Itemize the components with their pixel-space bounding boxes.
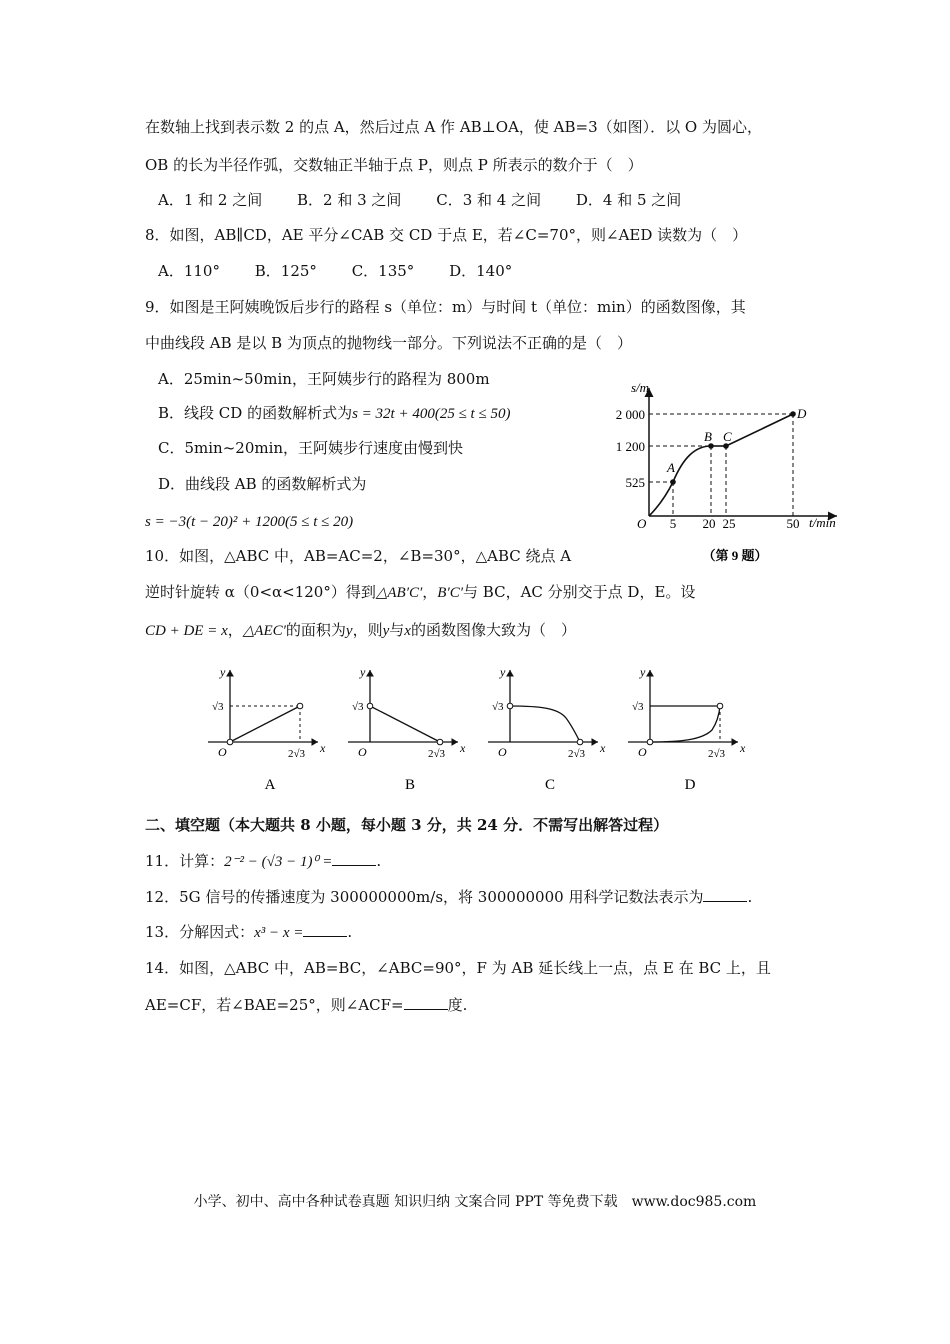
q9-origin: O xyxy=(637,516,647,531)
q8-option-c: C．135° xyxy=(351,262,415,280)
q10-graph-b-label: B xyxy=(404,777,416,793)
q14-text-line1: 14．如图，△ABC 中，AB=BC，∠ABC=90°，F 为 AB 延长线上一点，点 E 在 BC 上，且 xyxy=(145,959,771,977)
q9-option-b-text: B．线段 CD 的函数解析式为 xyxy=(158,404,353,422)
q10-line3-text-d: 的函数图像大致为（ ） xyxy=(410,621,576,639)
q14-line2-text-a: AE=CF，若∠BAE=25°，则∠ACF= xyxy=(145,996,404,1014)
q9-ylabel: s/m xyxy=(631,380,650,395)
q8-options xyxy=(158,261,512,281)
q9-xtick-25: 25 xyxy=(722,516,736,531)
q8-option-a: A．110° xyxy=(158,262,220,280)
svg-text:y: y xyxy=(220,665,226,679)
q7-options xyxy=(158,190,681,210)
q9-xtick-20: 20 xyxy=(702,516,716,531)
q9-graph xyxy=(615,378,860,568)
q10-var-x: x xyxy=(404,623,411,639)
q14-text-line2 xyxy=(145,995,467,1015)
q7-option-a: A．1 和 2 之间 xyxy=(158,191,263,209)
q9-label-d: D xyxy=(797,406,807,421)
q9-ytick-525: 525 xyxy=(625,475,645,490)
q10-formula-x: CD + DE = x xyxy=(145,623,228,639)
q13-answer-blank[interactable] xyxy=(303,922,347,937)
q10-graph-a-label: A xyxy=(264,777,276,793)
q10-line2-text-a: 逆时针旋转 α（0<α<120°）得到 xyxy=(145,583,376,601)
q11-suffix: . xyxy=(376,852,382,870)
q12-answer-blank[interactable] xyxy=(703,887,747,902)
q10-line3-text-a: 的面积为 xyxy=(285,621,346,639)
svg-text:O: O xyxy=(498,745,507,759)
q8-option-d: D．140° xyxy=(449,262,513,280)
q9-ytick-2000: 2 000 xyxy=(615,407,645,422)
q7-text-line1: 在数轴上找到表示数 2 的点 A，然后过点 A 作 AB⊥OA，使 AB=3（如图）．以 O 为圆心， xyxy=(145,118,762,136)
q7-option-b: B．2 和 3 之间 xyxy=(297,191,402,209)
q10-segment-bc: B′C′ xyxy=(437,585,464,601)
q9-label-a: A xyxy=(667,460,675,475)
q9-label-c: C xyxy=(723,429,732,444)
q10-graph-c-label: C xyxy=(544,777,556,793)
section2-title: 二、填空题（本大题共 8 小题，每小题 3 分，共 24 分．不需写出解答过程） xyxy=(145,816,669,834)
q11 xyxy=(145,851,381,872)
q10-line3-text-c: 与 xyxy=(389,621,405,639)
q10-graph-d xyxy=(628,665,746,793)
q13-prefix: 13．分解因式： xyxy=(145,923,255,941)
q9-option-c: C．5min~20min，王阿姨步行速度由慢到快 xyxy=(158,439,464,457)
q9-point-b xyxy=(708,443,714,449)
q7-option-d: D．4 和 5 之间 xyxy=(575,191,682,209)
q9-option-d-formula: s = −3(t − 20)² + 1200(5 ≤ t ≤ 20) xyxy=(145,514,354,530)
q9-label-b: B xyxy=(704,429,712,444)
q9-text-line2: 中曲线段 AB 是以 B 为顶点的抛物线一部分。下列说法不正确的是（ ） xyxy=(145,334,632,352)
svg-text:√3: √3 xyxy=(352,701,364,713)
q10-line3-sep: ， xyxy=(227,621,243,639)
q10-text-line3 xyxy=(145,620,576,641)
q9-ytick-1200: 1 200 xyxy=(615,439,645,454)
q14-answer-blank[interactable] xyxy=(404,995,448,1010)
svg-text:√3: √3 xyxy=(212,701,224,713)
q13-formula: x³ − x = xyxy=(254,925,304,941)
q9-xtick-5: 5 xyxy=(669,516,677,531)
svg-text:√3: √3 xyxy=(632,701,644,713)
q12-suffix: . xyxy=(747,888,753,906)
q13-suffix: . xyxy=(347,923,353,941)
svg-text:O: O xyxy=(638,745,647,759)
q14-line2-text-b: 度. xyxy=(447,996,468,1014)
q11-answer-blank[interactable] xyxy=(332,851,376,866)
q9-option-d: D．曲线段 AB 的函数解析式为 xyxy=(158,475,367,493)
q9-option-a: A．25min~50min，王阿姨步行的路程为 800m xyxy=(158,370,490,388)
q10-var-y2: y xyxy=(382,623,390,639)
q9-point-d xyxy=(790,411,796,417)
svg-text:y: y xyxy=(640,665,646,679)
svg-text:x: x xyxy=(320,741,326,755)
q10-var-y: y xyxy=(345,623,353,639)
q7-option-c: C．3 和 4 之间 xyxy=(436,191,542,209)
q10-line3-text-b: ，则 xyxy=(352,621,383,639)
svg-text:2√3: 2√3 xyxy=(708,748,726,760)
q8-option-b: B．125° xyxy=(254,262,317,280)
svg-text:√3: √3 xyxy=(492,701,504,713)
q9-option-b xyxy=(158,403,510,424)
q10-triangle-ab-c: △AB′C′ xyxy=(375,585,423,601)
q10-line2-sep: ， xyxy=(422,583,438,601)
q7-text-line2: OB 的长为半径作弧，交数轴正半轴于点 P，则点 P 所表示的数介于（ ） xyxy=(145,156,643,174)
q10-text-line2 xyxy=(145,582,695,603)
q10-graphs xyxy=(200,662,760,797)
q10-graph-d-label: D xyxy=(684,777,696,793)
q13 xyxy=(145,922,352,943)
q11-prefix: 11．计算： xyxy=(145,852,225,870)
svg-text:O: O xyxy=(218,745,227,759)
q9-segment-cd xyxy=(726,414,793,446)
q10-line2-text-b: 与 BC，AC 分别交于点 D，E。设 xyxy=(463,583,696,601)
q12 xyxy=(145,887,752,907)
svg-text:x: x xyxy=(600,741,606,755)
svg-text:x: x xyxy=(460,741,466,755)
q9-point-c xyxy=(723,443,729,449)
svg-text:O: O xyxy=(358,745,367,759)
q9-xtick-50: 50 xyxy=(786,516,800,531)
q10-graph-c xyxy=(488,665,606,793)
q9-text-line1: 9．如图是王阿姨晚饭后步行的路程 s（单位：m）与时间 t（单位：min）的函数图像，其 xyxy=(145,298,746,316)
svg-text:2√3: 2√3 xyxy=(568,748,586,760)
q9-caption: （第 9 题） xyxy=(702,548,768,563)
q9-curve-oa xyxy=(649,482,673,516)
svg-text:x: x xyxy=(740,741,746,755)
svg-text:y: y xyxy=(500,665,506,679)
q9-xlabel: t/min xyxy=(809,515,836,530)
q8-stem: 8．如图，AB∥CD，AE 平分∠CAB 交 CD 于点 E，若∠C=70°，则∠AED 读数为（ ） xyxy=(145,226,748,244)
q9-curve-ab xyxy=(673,446,711,482)
q10-triangle-aec: △AEC′ xyxy=(242,623,286,639)
q9-option-b-formula: s = 32t + 400(25 ≤ t ≤ 50) xyxy=(352,406,511,422)
page-footer: 小学、初中、高中各种试卷真题 知识归纳 文案合同 PPT 等免费下载 www.doc985.com xyxy=(193,1194,757,1210)
svg-text:y: y xyxy=(360,665,366,679)
q12-prefix: 12．5G 信号的传播速度为 300000000m/s，将 300000000 用科学记数法表示为 xyxy=(145,888,704,906)
svg-text:2√3: 2√3 xyxy=(288,748,306,760)
q11-formula: 2⁻² − (√3 − 1)⁰ = xyxy=(224,854,333,870)
q10-graph-b xyxy=(348,665,466,793)
q10-graph-a xyxy=(208,665,326,793)
q10-text-line1: 10．如图，△ABC 中，AB=AC=2，∠B=30°，△ABC 绕点 A xyxy=(145,547,572,565)
svg-text:2√3: 2√3 xyxy=(428,748,446,760)
q9-point-a xyxy=(670,479,676,485)
